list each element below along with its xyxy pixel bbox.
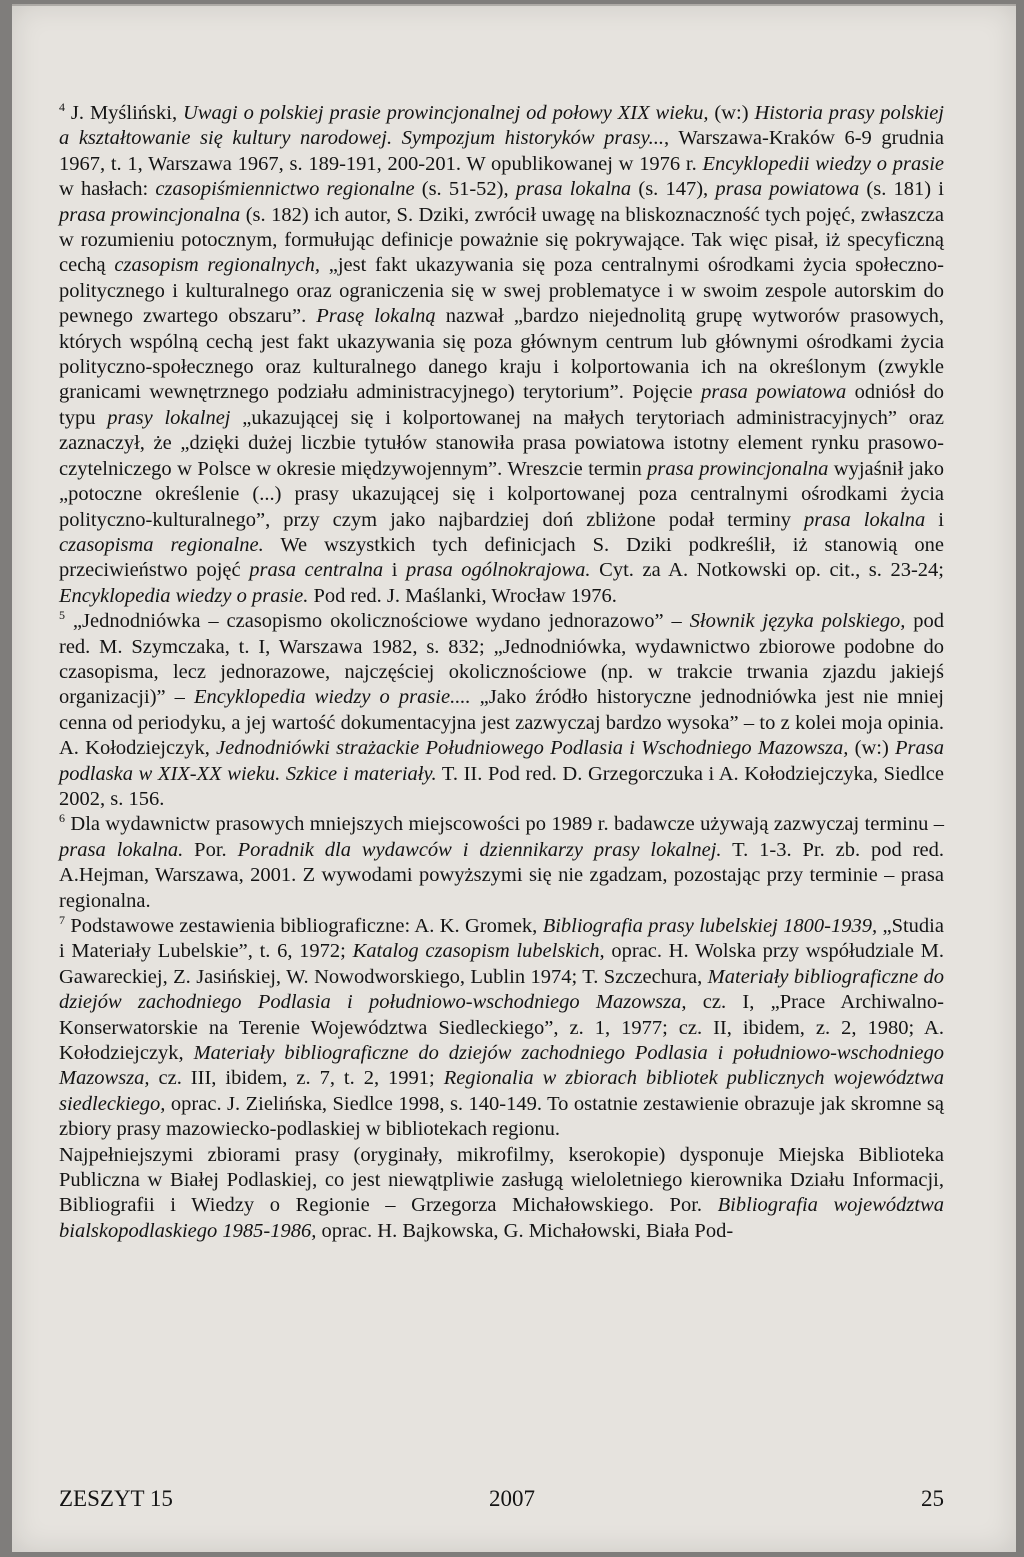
footnote-text: i bbox=[925, 508, 944, 531]
footnote-title: prasa lokalna bbox=[515, 178, 632, 201]
footnote-text: oprac. H. Bajkowska, G. Michałowski, Biała Pod- bbox=[316, 1219, 734, 1242]
footnote-title: Regionalia w zbiorach bibliotek publicznych województwa siedleckiego, bbox=[59, 1067, 945, 1115]
footnote-title: czasopisma regionalne. bbox=[59, 533, 264, 556]
footnotes-block bbox=[59, 101, 944, 1244]
footnote-text: (s. 51-52), bbox=[414, 178, 516, 201]
footnote-text: Pod red. J. Maślanki, Wrocław 1976. bbox=[308, 584, 617, 607]
footnote-text: oprac. H. Wolska przy współudziale M. Gawareckiej, Z. Jasińskiej, W. Nowodworskiego, Lublin 1974; T. Szczechura, bbox=[59, 940, 944, 988]
footnote-title: prasa ogólnokrajowa. bbox=[406, 559, 591, 582]
footnote-text: T. II. Pod red. D. Grzegorczuka i A. Kołodziejczyka, Siedlce 2002, s. 156. bbox=[59, 762, 944, 810]
footnote-title: Prasę lokalną bbox=[316, 305, 436, 328]
footnote-text: Cyt. za A. Notkowski op. cit., s. 23-24; bbox=[590, 559, 944, 582]
footnote-text: nazwał „bardzo niejednolitą grupę wytworów prasowych, których wspólną cechą jest fakt ukazywania się poza głównym centrum lub głównymi ośrodkami życia polityczno-społecznego oraz kulturalnego danego kraju i kolportowania ich na określonym (zwykle granicami wewnętrznego podziału administracyjnego) terytorium”. Pojęcie bbox=[59, 305, 944, 404]
footnote-text: odniósł do typu bbox=[59, 381, 944, 429]
footnote-4 bbox=[59, 101, 944, 609]
footnote-number: 6 bbox=[59, 811, 65, 826]
footnote-title: prasa powiatowa bbox=[715, 178, 860, 201]
footnote-text: pod red. M. Szymczaka, t. I, Warszawa 1982, s. 832; „Jednodniówka, wydawnictwo zbiorowe podobne do czasopisma, lecz jednorazowe, najczęściej okolicznościowe (np. w trakcie trwania zjazdu jakiejś organizacji)” – bbox=[59, 610, 945, 709]
footnote-text: wyjaśnił jako „potoczne określenie (...) prasy ukazującej się i kolportowanej poza centralnymi ośrodkami życia polityczno-kulturalnego”, przy czym jako najbardziej doń zbliżone podał terminy bbox=[59, 457, 944, 531]
footnote-text: (s. 181) i bbox=[859, 178, 944, 201]
footnote-title: Słownik języka polskiego, bbox=[689, 610, 906, 633]
footnote-title: Katalog czasopism lubelskich, bbox=[352, 940, 605, 963]
footnote-7 bbox=[59, 914, 944, 1143]
footnote-title: Historia prasy polskiej a kształtowanie się kultury narodowej. Sympozjum historyków prasy... bbox=[59, 102, 944, 150]
page-number: 25 bbox=[921, 1486, 944, 1511]
footnote-continuation bbox=[59, 1143, 944, 1245]
footnote-text: J. Myśliński, bbox=[65, 102, 184, 124]
footnote-title: prasa lokalna bbox=[804, 508, 926, 531]
footnote-title: czasopiśmiennictwo regionalne bbox=[155, 178, 415, 201]
footnote-title: prasa lokalna. bbox=[59, 838, 184, 861]
footnote-title: prasa powiatowa bbox=[701, 381, 847, 404]
footnote-title: Encyklopedii wiedzy o prasie bbox=[702, 152, 944, 175]
footnote-title: Jednodniówki strażackie Południowego Podlasia i Wschodniego Mazowsza, bbox=[216, 737, 849, 760]
footnote-title: Poradnik dla wydawców i dziennikarzy prasy lokalnej. bbox=[237, 838, 722, 861]
footnote-number: 4 bbox=[59, 100, 65, 115]
footnote-text: „jest fakt ukazywania się poza centralnymi ośrodkami życia społeczno-politycznego i kulturalnego oraz ograniczenia się w swej problematyce i w swoim zespole autorskim do pewnego zwartego obszaru”. bbox=[59, 254, 944, 328]
footnote-number: 5 bbox=[59, 608, 65, 623]
footnote-5 bbox=[59, 609, 944, 812]
footnote-text: cz. I, „Prace Archiwalno-Konserwatorskie na Terenie Województwa Siedleckiego”, z. 1, 1977; cz. II, ibidem, z. 2, 1980; A. Kołodziejczyk, bbox=[59, 991, 944, 1065]
footnote-text: (s. 182) ich autor, S. Dziki, zwrócił uwagę na bliskoznaczność tych pojęć, zwłaszcza w rozumieniu potocznym, formułując definicje poważnie się pokrywające. Tak więc pisał, iż specyficzną cechą bbox=[59, 203, 944, 277]
footnote-text: (w:) bbox=[708, 102, 755, 124]
footnote-title: prasa centralna bbox=[249, 559, 384, 582]
footnote-text: (s. 147), bbox=[631, 178, 716, 201]
footnote-text: (w:) bbox=[848, 737, 896, 760]
footnote-title: prasa prowincjonalna bbox=[647, 457, 829, 480]
footnote-text: Podstawowe zestawienia bibliograficzne: A. K. Gromek, bbox=[65, 915, 543, 937]
footnote-text: Najpełniejszymi zbiorami prasy (oryginały, mikrofilmy, kserokopie) dysponuje Miejska Biblioteka Publiczna w Białej Podlaskiej, co jest niewątpliwie zasługą wieloletniego kierownika Działu Informacji, Bibliografii i Wiedzy o Regionie – Grzegorza Michałowskiego. Por. bbox=[59, 1143, 944, 1217]
footnote-title: Bibliografia prasy lubelskiej 1800-1939, bbox=[542, 915, 878, 937]
footnote-text: T. 1-3. Pr. zb. pod red. A.Hejman, Warszawa, 2001. Z wywodami powyższymi się nie zgadzam, pozostając przy terminie – prasa regionalna. bbox=[59, 838, 944, 912]
page-footer bbox=[59, 1484, 944, 1514]
footnote-text: „Studia i Materiały Lubelskie”, t. 6, 1972; bbox=[59, 915, 944, 963]
footnote-title: Prasa podlaska w XIX-XX wieku. Szkice i materiały. bbox=[59, 737, 945, 785]
footnote-title: czasopism regionalnych, bbox=[114, 254, 320, 277]
footnote-text: „Jako źródło historyczne jednodniówka jest nie mniej cenna od periodyku, a jej wartość dokumentacyjna jest zazwyczaj bardzo wysoka” – to z kolei moja opinia. A. Kołodziejczyk, bbox=[59, 686, 944, 760]
footnote-text: , Warszawa-Kraków 6-9 grudnia 1967, t. 1, Warszawa 1967, s. 189-191, 200-201. W opublikowanej w 1976 r. bbox=[59, 127, 945, 175]
footnote-text: Dla wydawnictw prasowych mniejszych miejscowości po 1989 r. badawcze używają zazwyczaj terminu – bbox=[65, 813, 944, 836]
issue-label: ZESZYT 15 bbox=[59, 1486, 173, 1511]
footnote-text: We wszystkich tych definicjach S. Dziki podkreślił, iż stanowią one przeciwieństwo pojęć bbox=[59, 533, 944, 582]
footnote-text: „ukazującej się i kolportowanej na małych terytoriach administracyjnych” oraz zaznaczył, że „dzięki dużej liczbie tytułów stanowiła prasa powiatowa istotny element rynku prasowo-czytelniczego w Polsce w okresie międzywojennym”. Wreszcie termin bbox=[59, 406, 944, 480]
footnote-title: Materiały bibliograficzne do dziejów zachodniego Podlasia i południowo-wschodniego Mazowsza, bbox=[59, 1042, 944, 1090]
footnote-title: Materiały bibliograficzne do dziejów zachodniego Podlasia i południowo-wschodniego Mazowsza, bbox=[59, 965, 944, 1014]
footnote-text: „Jednodniówka – czasopismo okolicznościowe wydano jednorazowo” – bbox=[65, 610, 690, 633]
footnote-text: i bbox=[383, 559, 406, 582]
scanned-page bbox=[12, 4, 1016, 1552]
footnote-number: 7 bbox=[59, 913, 65, 928]
footnote-text: Por. bbox=[183, 838, 238, 861]
year-label: 2007 bbox=[489, 1486, 535, 1511]
footnote-title: prasy lokalnej bbox=[107, 406, 231, 429]
footnote-title: Uwagi o polskiej prasie prowincjonalnej od połowy XIX wieku, bbox=[183, 102, 709, 124]
scan-edge-line bbox=[12, 4, 1016, 6]
footnote-text: w hasłach: bbox=[59, 178, 156, 201]
footnote-text: oprac. J. Zielińska, Siedlce 1998, s. 140-149. To ostatnie zestawienie obrazuje jak skromne są zbiory prasy mazowiecko-podlaskiej w bibliotekach regionu. bbox=[59, 1092, 944, 1141]
footnote-title: Encyklopedia wiedzy o prasie.... bbox=[194, 686, 471, 709]
footnote-title: Encyklopedia wiedzy o prasie. bbox=[59, 584, 309, 607]
footnote-title: Bibliografia województwa bialskopodlaskiego 1985-1986, bbox=[59, 1194, 944, 1242]
footnote-6 bbox=[59, 812, 944, 914]
footnote-title: prasa prowincjonalna bbox=[59, 203, 241, 226]
footnote-text: cz. III, ibidem, z. 7, t. 2, 1991; bbox=[149, 1067, 444, 1090]
